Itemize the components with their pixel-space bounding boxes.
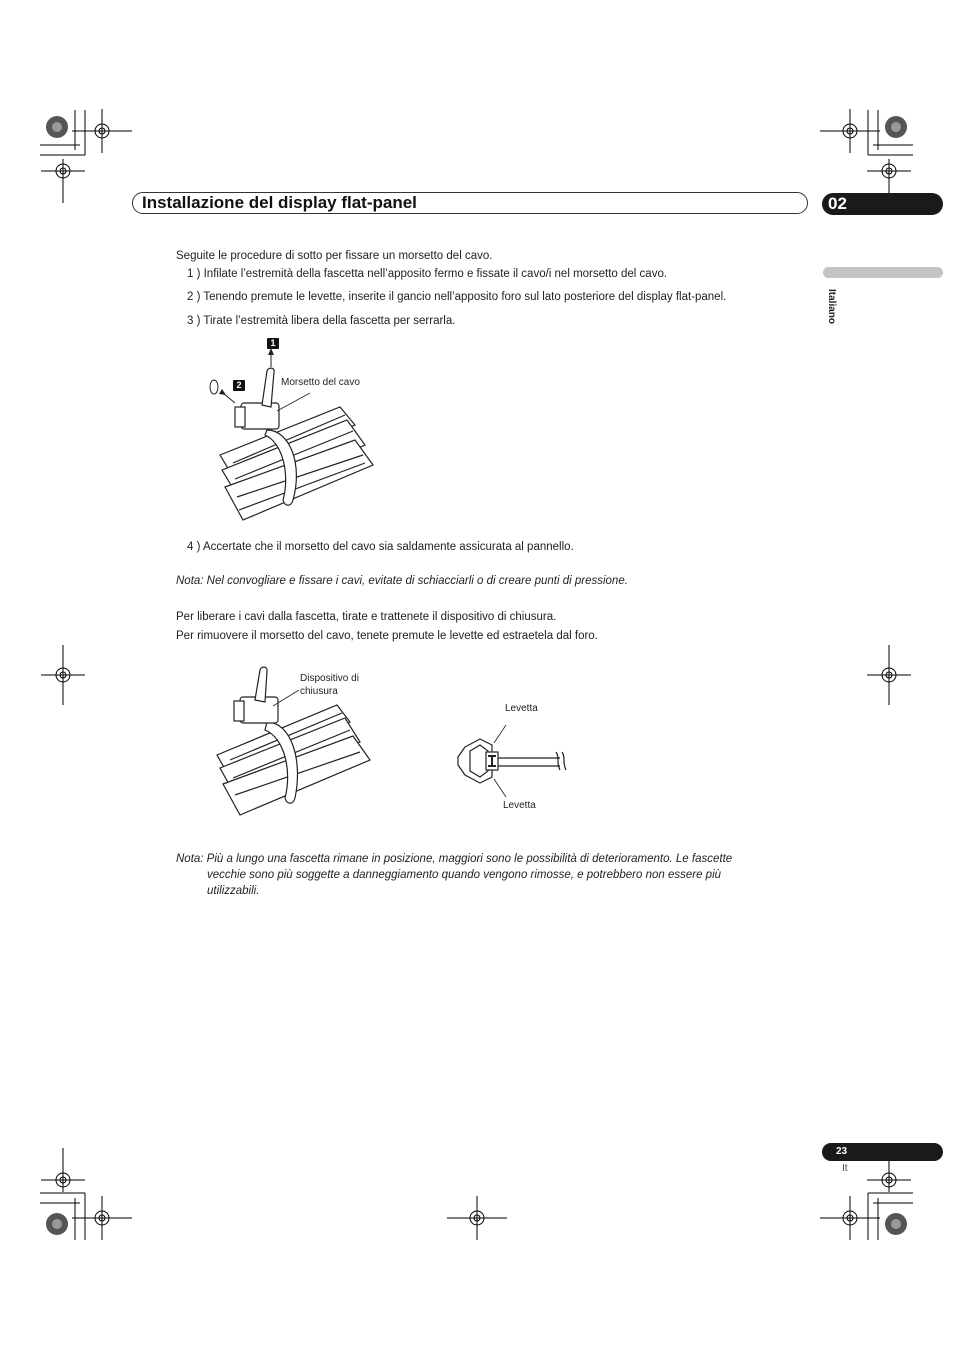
label-cable-clamp: Morsetto del cavo [281,377,360,388]
label-locking-device-2: chiusura [300,686,338,697]
step-2: 2 ) Tenendo premute le levette, inserite il gancio nell’apposito foro sul lato posteriore del display flat-panel. [187,291,727,303]
page-number: 23 [836,1146,848,1157]
note-2-line-2: vecchie sono più soggette a danneggiamento quando vengono rimosse, e potrebbero non essere più [207,869,722,881]
label-lever-top: Levetta [505,703,538,714]
step-badge-1: 1 [267,338,279,349]
note-1: Nota: Nel convogliare e fissare i cavi, evitate di schiacciarli o di creare punti di pressione. [176,575,628,587]
release-text-2: Per rimuovere il morsetto del cavo, tenete premute le levette ed estraetela dal foro. [176,630,598,642]
chapter-number: 02 [828,194,847,213]
step-1: 1 ) Infilate l’estremità della fascetta nell’apposito fermo e fissate il cavo/i nel morsetto del cavo. [187,268,668,280]
label-locking-device-1: Dispositivo di [300,673,359,684]
page-language: It [842,1163,848,1174]
label-lever-bottom: Levetta [503,800,536,811]
cable-clamp-figure [195,335,395,525]
step-4: 4 ) Accertate che il morsetto del cavo sia saldamente assicurata al pannello. [187,541,574,553]
section-title: Installazione del display flat-panel [142,193,417,212]
intro-text: Seguite le procedure di sotto per fissare un morsetto del cavo. [176,250,493,262]
step-3: 3 ) Tirate l’estremità libera della fascetta per serrarla. [187,315,456,327]
step-badge-2: 2 [233,380,245,391]
release-text-1: Per liberare i cavi dalla fascetta, tirate e trattenete il dispositivo di chiusura. [176,611,557,623]
language-tab [823,267,943,278]
note-2-line-3: utilizzabili. [207,885,260,897]
clamp-lever-figure [450,725,575,800]
note-2-line-1: Nota: Più a lungo una fascetta rimane in posizione, maggiori sono le possibilità di deterioramento. Le fascette [176,853,733,865]
language-label: Italiano [826,289,837,325]
